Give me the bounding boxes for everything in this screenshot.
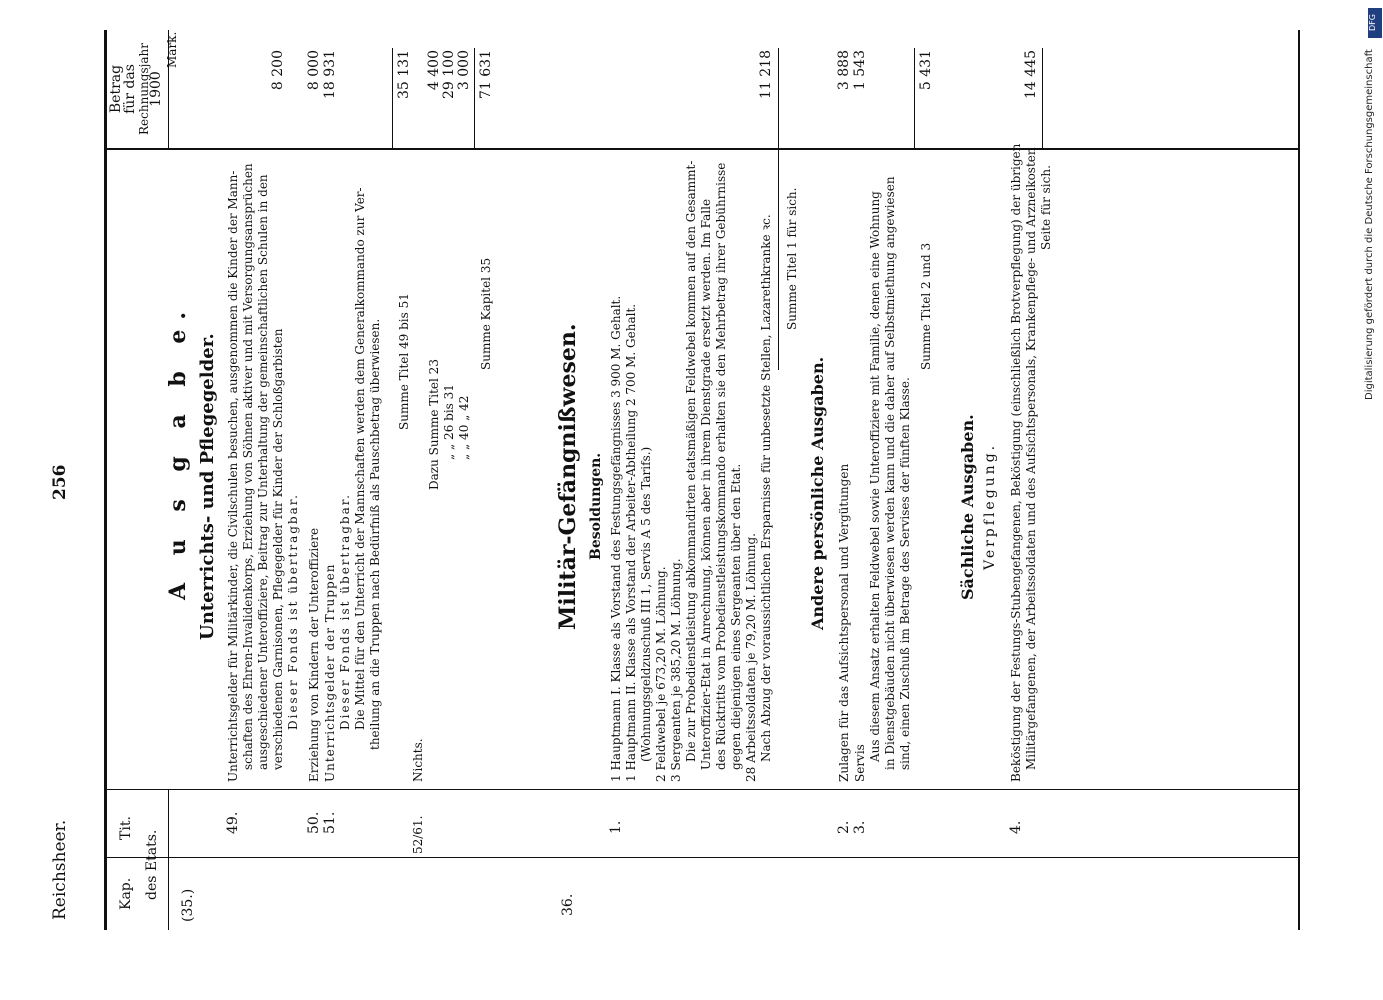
titel-49-note: Dieser Fonds ist übertragbar. xyxy=(286,493,300,730)
titel-1-line-11: Nach Abzug der voraussichtlichen Ersparnisse für unbesetzte Stellen, Lazarethkranke ꝛc. xyxy=(759,214,773,762)
col-header-des-etats: des Etats. xyxy=(144,829,160,900)
dazu-amount-3: 3 000 xyxy=(456,50,472,91)
titel-2-text: Zulagen für das Aufsichtspersonal und Vergütungen xyxy=(837,463,851,782)
sum-rule-titel-4 xyxy=(1042,48,1043,148)
titel-4-amount: 14 445 xyxy=(1023,50,1039,99)
dazu-line-1: Dazu Summe Titel 23 xyxy=(427,359,441,490)
sum-2-3-amount: 5 431 xyxy=(918,50,934,91)
sum-kapitel-35-amount: 71 631 xyxy=(478,50,494,99)
sum-2-3-label: Summe Titel 2 und 3 xyxy=(919,242,933,370)
titel-49-line-2: schaften des Ehren-Invalidenkorps, Erziehung von Söhnen aktiver und mit Versorgungsansprüchen xyxy=(241,163,255,770)
titel-2-number: 2. xyxy=(836,820,852,834)
sum-kapitel-35-label: Summe Kapitel 35 xyxy=(479,257,493,370)
titel-1-amount: 11 218 xyxy=(758,50,774,99)
titel-51-number: 51. xyxy=(322,811,338,834)
col-header-amount-year: 1900 xyxy=(148,71,164,107)
titel-1-line-10: 28 Arbeitssoldaten je 79,20 M. Löhnung. xyxy=(744,533,758,782)
kapitel-35-label: (35.) xyxy=(180,888,196,922)
titel-51-line-1: Unterrichtsgelder der Truppen xyxy=(323,563,337,782)
sum-rule-49-51 xyxy=(392,48,393,148)
titel-3-line-3: in Dienstgebäuden nicht überwiesen werden kann und die daher auf Selbstmiethung angewiesen xyxy=(883,176,897,770)
sum-rule-kap-35 xyxy=(474,48,475,148)
titel-4-number: 4. xyxy=(1008,820,1024,834)
titel-1-number: 1. xyxy=(608,820,624,834)
col-header-amount-unit: Mark. xyxy=(165,31,179,68)
titel-1-line-3: (Wohnungsgeldzuschuß III 1, Servis A 5 des Tarifs.) xyxy=(639,446,653,762)
col-header-tit: Tit. xyxy=(118,816,134,840)
header-rule-left xyxy=(168,790,169,930)
titel-51-amount: 18 931 xyxy=(322,50,338,99)
titel-49-line-3: ausgeschiedener Unteroffiziere, Beitrag zur Unterhaltung der gemeinschaftlichen Schulen in den xyxy=(256,174,270,770)
titel-49-amount: 8 200 xyxy=(270,50,286,91)
section-heading-unterricht: Unterrichts- und Pflegegelder. xyxy=(197,333,218,640)
titel-3-number: 3. xyxy=(852,820,868,834)
titel-4-line-1: Beköstigung der Festungs-Stubengefangenen, Beköstigung (einschließlich Brotverpflegung) der übrigen xyxy=(1009,143,1023,782)
col-header-amount-2: für das xyxy=(122,64,138,114)
titel-3-line-4: sind, einen Zuschuß im Betrage des Servises der fünften Klasse. xyxy=(898,377,912,770)
col-header-amount-3: Rechnungsjahr xyxy=(137,43,151,135)
dfg-logo: DFG xyxy=(1368,8,1382,38)
titel-49-line-4: verschiedenen Garnisonen, Pflegegelder für Kinder der Schloßgarbisten xyxy=(271,328,285,770)
besoldungen-heading: Besoldungen. xyxy=(588,452,604,560)
titel-52-61-number: 52/61. xyxy=(411,815,425,854)
titel-50-number: 50. xyxy=(306,811,322,834)
titel-1-line-1: 1 Hauptmann I. Klasse als Vorstand des Festungsgefängnisses 3 900 M. Gehalt. xyxy=(609,295,623,782)
sum-rule-titel-1 xyxy=(778,48,779,370)
sum-49-51-amount: 35 131 xyxy=(396,50,412,99)
col-rule-tit xyxy=(106,789,1299,790)
digitization-credit: Digitalisierung gefördert durch die Deutsche Forschungsgemeinschaft xyxy=(1364,49,1375,400)
titel-1-line-9: gegen diejenigen eines Sergeanten über den Etat. xyxy=(729,463,743,770)
dazu-line-2: „ „ 26 bis 31 xyxy=(442,384,456,460)
top-rule xyxy=(104,30,107,930)
titel-51-line-3: Die Mittel für den Unterricht der Mannschaften werden dem Generalkommando zur Ver- xyxy=(353,187,367,730)
kapitel-36-label: 36. xyxy=(560,893,576,916)
titel-1-line-8: des Rücktritts vom Probedienstleistungskommando erhalten sie den Mehrbetrag ihrer Gebührnisse xyxy=(714,162,728,770)
titel-4-line-3: Seite für sich. xyxy=(1039,165,1053,250)
page-number: 256 xyxy=(50,464,70,500)
titel-3-amount: 1 543 xyxy=(852,50,868,91)
andere-ausgaben-heading: Andere persönliche Ausgaben. xyxy=(808,356,827,630)
titel-1-line-5: 3 Sergeanten je 385,20 M. Löhnung. xyxy=(669,558,683,782)
titel-50-text: Erziehung von Kindern der Unteroffiziere xyxy=(307,527,321,782)
titel-3-line-1: Servis xyxy=(853,744,867,782)
titel-51-note: Dieser Fonds ist übertragbar. xyxy=(338,493,352,730)
titel-2-amount: 3 888 xyxy=(836,50,852,91)
titel-49-line-1: Unterrichtsgelder für Militärkinder, die Civilschulen besuchen, ausgenommen die Kinder der Mann- xyxy=(226,170,240,782)
rotated-budget-page xyxy=(40,30,1370,930)
titel-49-number: 49. xyxy=(225,811,241,834)
sum-49-51-label: Summe Titel 49 bis 51 xyxy=(397,293,411,430)
main-title: A u s g a b e. xyxy=(165,301,191,600)
titel-50-amount: 8 000 xyxy=(306,50,322,91)
dazu-line-3: „ „ 40 „ 42 xyxy=(457,395,471,460)
titel-1-sum-label: Summe Titel 1 für sich. xyxy=(785,187,799,330)
running-head: Reichsheer. xyxy=(50,819,70,920)
col-header-amount-1: Betrag xyxy=(108,64,124,114)
titel-51-line-4: theilung an die Truppen nach Bedürfniß als Pauschbetrag überwiesen. xyxy=(368,318,382,750)
titel-4-line-2: Militärgefangenen, der Arbeitssoldaten und des Aufsichtspersonals, Krankenpflege- und Arzneikosten xyxy=(1024,147,1038,770)
col-header-kap: Kap. xyxy=(118,877,134,910)
titel-3-line-2: Aus diesem Ansatz erhalten Feldwebel sowie Unteroffiziere mit Familie, denen eine Wohnung xyxy=(868,191,882,762)
titel-1-line-4: 2 Feldwebel je 673,20 M. Löhnung. xyxy=(654,566,668,782)
section-heading-gefaengnis: Militär-Gefängnißwesen. xyxy=(555,323,581,630)
verpflegung-heading: Verpflegung. xyxy=(982,442,998,570)
saechliche-ausgaben-heading: Sächliche Ausgaben. xyxy=(958,414,977,600)
dazu-amount-1: 4 400 xyxy=(426,50,442,91)
bottom-rule xyxy=(1298,30,1300,930)
titel-1-line-7: Unteroffizier-Etat in Anrechnung, können aber in ihrem Dienstgrade ersetzt werden. Im Falle xyxy=(699,198,713,770)
titel-1-line-2: 1 Hauptmann II. Klasse als Vorstand der Arbeiter-Abtheilung 2 700 M. Gehalt. xyxy=(624,303,638,782)
titel-52-61-text: Nichts. xyxy=(411,738,425,782)
titel-1-line-6: Die zur Probedienstleistung abkommandirten etatsmäßigen Feldwebel kommen auf den Gesammt- xyxy=(684,160,698,762)
col-rule-kap xyxy=(106,857,1299,858)
dazu-amount-2: 29 100 xyxy=(441,50,457,99)
sum-rule-2-3 xyxy=(914,48,915,148)
